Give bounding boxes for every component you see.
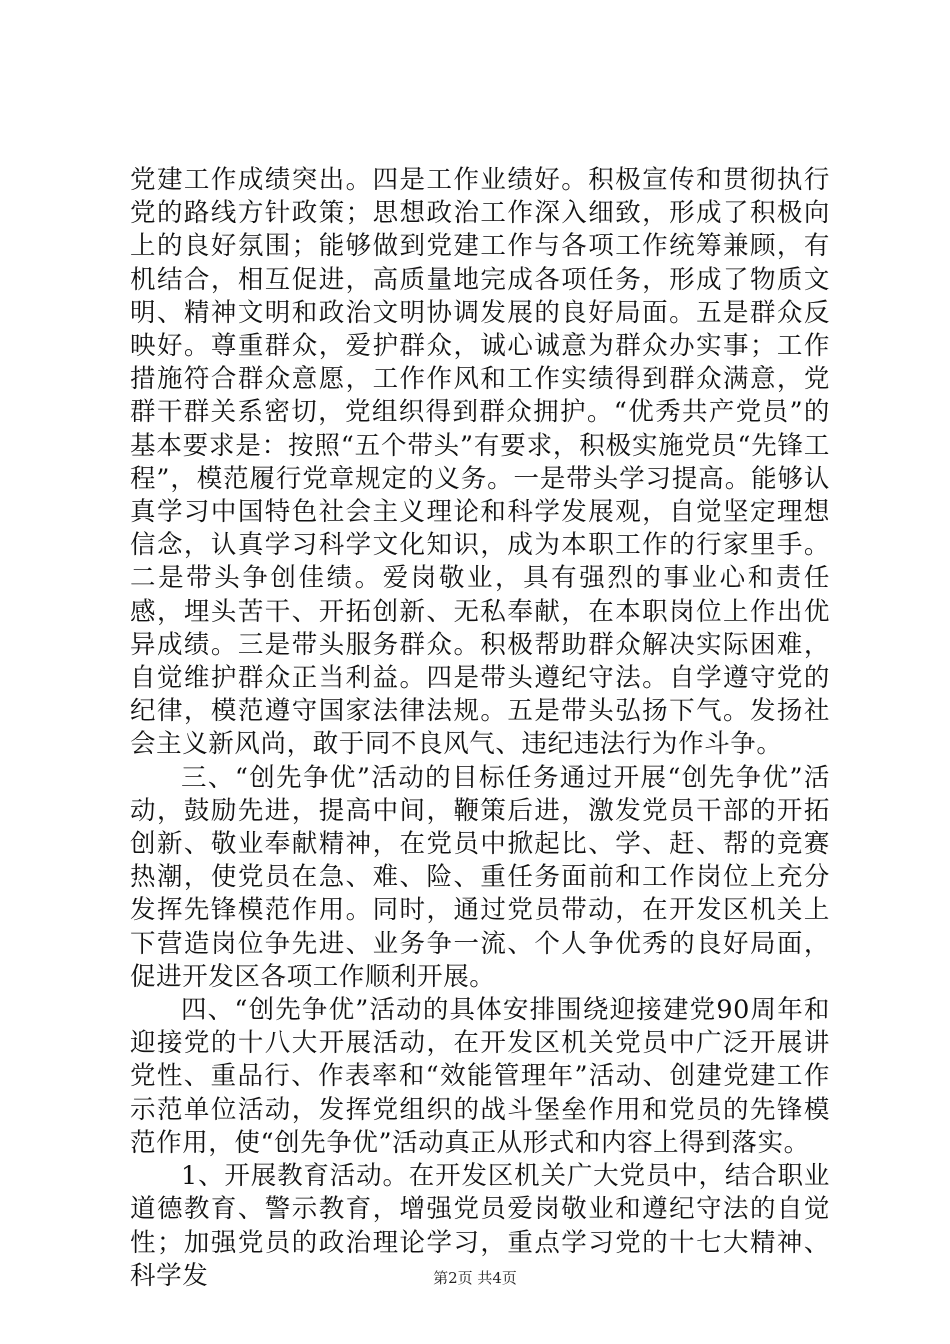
document-body xyxy=(130,164,830,1293)
paragraph-section-four: 四、“创先争优”活动的具体安排围绕迎接建党90周年和迎接党的十八大开展活动，在开发区机关党员中广泛开展讲党性、重品行、作表率和“效能管理年”活动、创建党建工作示范单位活动，发挥党组织的战斗堡垒作用和党员的先锋模范作用，使“创先争优”活动真正从形式和内容上得到落实。 xyxy=(130,995,830,1158)
paragraph-item-one: 1、开展教育活动。在开发区机关广大党员中，结合职业道德教育、警示教育，增强党员爱岗敬业和遵纪守法的自觉性；加强党员的政治理论学习，重点学习党的十七大精神、科学发 xyxy=(130,1161,830,1291)
paragraph-continuation: 党建工作成绩突出。四是工作业绩好。积极宣传和贯彻执行党的路线方针政策；思想政治工作深入细致，形成了积极向上的良好氛围；能够做到党建工作与各项工作统筹兼顾，有机结合，相互促进，高质量地完成各项任务，形成了物质文明、精神文明和政治文明协调发展的良好局面。五是群众反映好。尊重群众，爱护群众，诚心诚意为群众办实事；工作措施符合群众意愿，工作作风和工作实绩得到群众满意，党群干群关系密切，党组织得到群众拥护。“优秀共产党员”的基本要求是：按照“五个带头”有要求，积极实施党员“先锋工程”，模范履行党章规定的义务。一是带头学习提高。能够认真学习中国特色社会主义理论和科学发展观，自觉坚定理想信念，认真学习科学文化知识，成为本职工作的行家里手。二是带头争创佳绩。爱岗敬业，具有强烈的事业心和责任感，埋头苦干、开拓创新、无私奉献，在本职岗位上作出优异成绩。三是带头服务群众。积极帮助群众解决实际困难，自觉维护群众正当利益。四是带头遵纪守法。自学遵守党的纪律，模范遵守国家法律法规。五是带头弘扬下气。发扬社会主义新风尚，敢于同不良风气、违纪违法行为作斗争。 xyxy=(130,165,830,760)
page-number-footer: 第2页 共4页 xyxy=(433,1269,517,1287)
paragraph-section-three: 三、“创先争优”活动的目标任务通过开展“创先争优”活动，鼓励先进，提高中间，鞭策后进，激发党员干部的开拓创新、敬业奉献精神，在党员中掀起比、学、赶、帮的竞赛热潮，使党员在急、难、险、重任务面前和工作岗位上充分发挥先锋模范作用。同时，通过党员带动，在开发区机关上下营造岗位争先进、业务争一流、个人争优秀的良好局面，促进开发区各项工作顺利开展。 xyxy=(130,762,830,992)
